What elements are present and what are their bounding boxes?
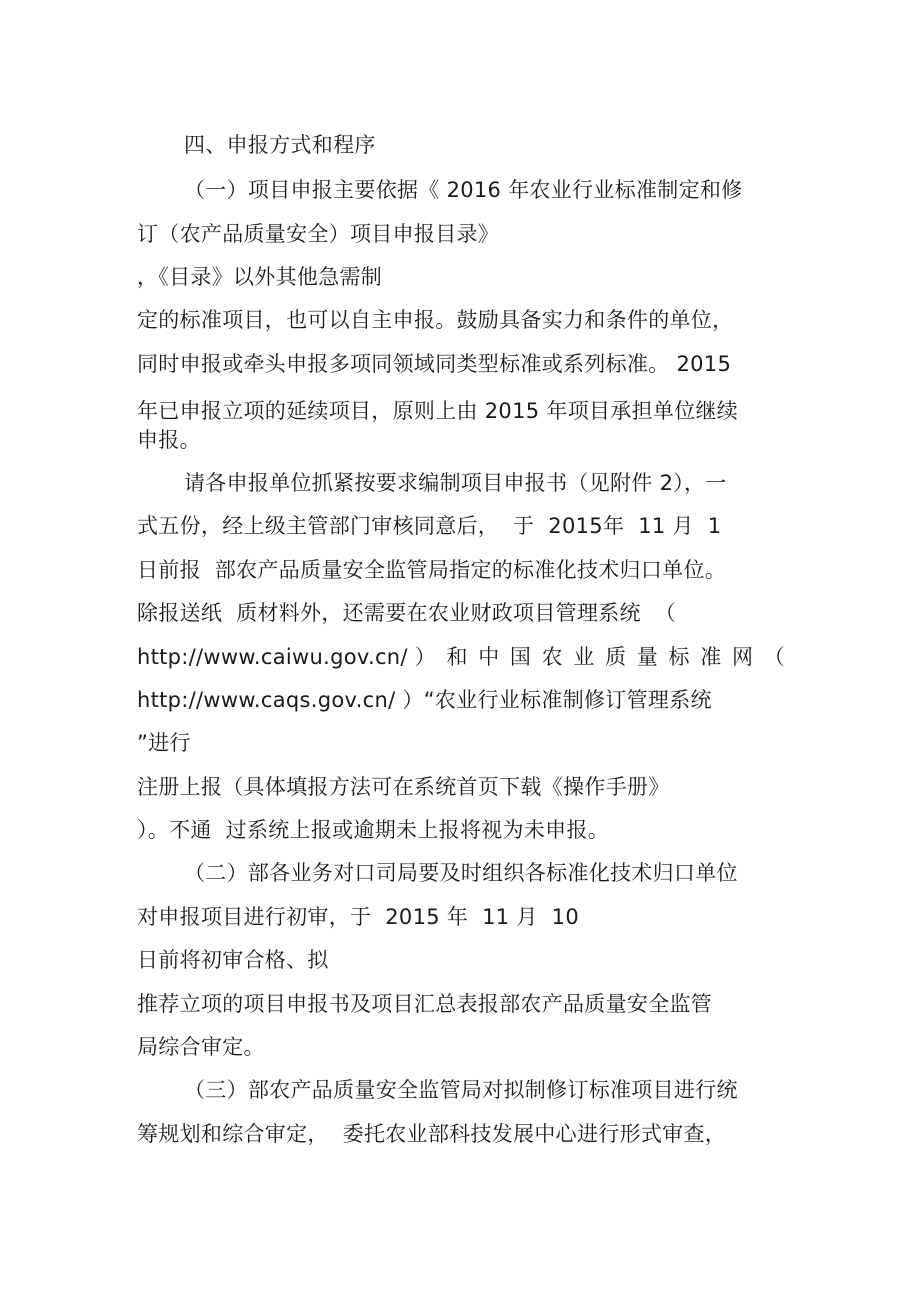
paragraph-line: 筹规划和综合审定， 委托农业部科技发展中心进行形式审查， — [137, 1122, 727, 1146]
paragraph-line: 请各申报单位抓紧按要求编制项目申报书（见附件 2），一 — [184, 471, 727, 495]
justified-char: 业 — [573, 645, 595, 669]
justified-char: 国 — [509, 645, 532, 669]
paragraph-line: （三）部农产品质量安全监管局对拟制修订标准项目进行统 — [184, 1078, 738, 1102]
paragraph-line: 订（农产品质量安全）项目申报目录》 — [137, 222, 500, 246]
justified-char: 质 — [605, 645, 627, 669]
justified-char: 量 — [636, 645, 659, 669]
paragraph-line: 日前报 部农产品质量安全监管局指定的标准化技术归口单位。 — [137, 558, 727, 582]
paragraph-line: ）。不通 过系统上报或逾期未上报将视为未申报。 — [137, 818, 610, 842]
paragraph-line: 定的标准项目，也可以自主申报。鼓励具备实力和条件的单位， — [137, 308, 734, 332]
section-heading: 四、申报方式和程序 — [184, 133, 376, 157]
justified-char: 和 — [446, 645, 468, 669]
paragraph-line: 对申报项目进行初审，于 2015 年 11 月 10 — [137, 905, 579, 929]
paragraph-line: 除报送纸 质材料外，还需要在农业财政项目管理系统 （ — [137, 601, 677, 625]
paragraph-line: 同时申报或牵头申报多项同领域同类型标准或系列标准。 2015 — [137, 352, 732, 376]
paragraph-line: 式五份，经上级主管部门审核同意后， 于 2015年 11 月 1 — [137, 514, 722, 538]
paragraph-line: （一）项目申报主要依据《 2016 年农业行业标准制定和修 — [184, 178, 743, 202]
justified-char: （ — [763, 645, 785, 669]
justified-char: 中 — [478, 645, 500, 669]
paragraph-line: ，《目录》以外其他急需制 — [137, 265, 383, 289]
paragraph-line: http://www.caqs.gov.cn/ ）“农业行业标准制修订管理系统 — [137, 688, 712, 712]
paragraph-line: 推荐立项的项目申报书及项目汇总表报部农产品质量安全监管 — [137, 992, 713, 1016]
paragraph-line: 局综合审定。 — [137, 1035, 265, 1059]
justified-char: 准 — [700, 645, 722, 669]
justified-char: 农 — [541, 645, 563, 669]
paragraph-line: 年已申报立项的延续项目，原则上由 2015 年项目承担单位继续 — [137, 399, 739, 423]
justified-char: 网 — [731, 645, 754, 669]
paragraph-line: 申报。 — [137, 428, 201, 452]
paragraph-line: 日前将初审合格、拟 — [137, 948, 329, 972]
paragraph-line: ”进行 — [137, 731, 191, 755]
paragraph-line: 注册上报（具体填报方法可在系统首页下载《操作手册》 — [137, 775, 670, 799]
url-text: http://www.caiwu.gov.cn/ ） — [137, 645, 437, 669]
justified-char: 标 — [668, 645, 690, 669]
justified-url-line — [137, 644, 785, 670]
paragraph-line: （二）部各业务对口司局要及时组织各标准化技术归口单位 — [184, 861, 738, 885]
